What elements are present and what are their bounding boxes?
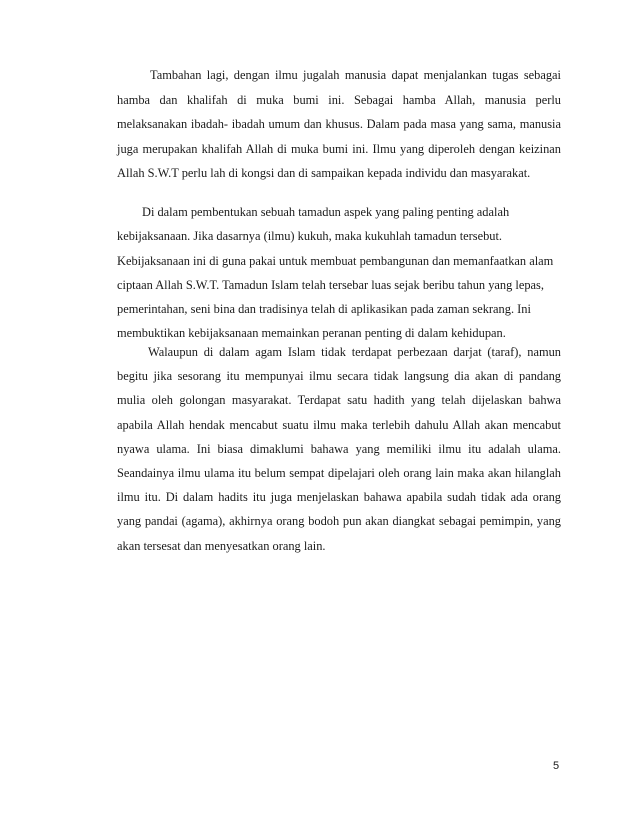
paragraph-ilmu-ulama: Walaupun di dalam agam Islam tidak terdapat perbezaan darjat (taraf), namun begitu jika sesorang itu mempunyai ilmu secara tidak langsung dia akan di pandang mulia oleh golongan masyarakat. Terdapat satu hadith yang telah dijelaskan bahwa apabila Allah hendak mencabut suatu ilmu maka terlebih dahulu Allah akan mencabut nyawa ulama. Ini biasa dimaklumi bahawa yang memiliki ilmu itu adalah ulama. Seandainya ilmu ulama itu belum sempat dipelajari oleh orang lain maka akan hilanglah ilmu itu. Di dalam hadits itu juga menjelaskan bahawa apabila sudah tidak ada orang yang pandai (agama), akhirnya orang bodoh pun akan diangkat sebagai pemimpin, yang akan tersesat dan menyesatkan orang lain. bbox=[117, 345, 561, 553]
page-number: 5 bbox=[553, 760, 560, 772]
paragraph-kebijaksanaan-tamadun: Di dalam pembentukan sebuah tamadun aspek yang paling penting adalah kebijaksanaan. Jika dasarnya (ilmu) kukuh, maka kukuhlah tamadun tersebut. Kebijaksanaan ini di guna pakai untuk membuat pembangunan dan memanfaatkan alam ciptaan Allah S.W.T. Tamadun Islam telah tersebar luas sejak beribu tahun yang lepas, pemerintahan, seni bina dan tradisinya telah di aplikasikan pada zaman sekrang. Ini membuktikan kebijaksanaan memainkan peranan penting di dalam kehidupan. bbox=[117, 205, 554, 341]
paragraph-ilmu-khalifah: Tambahan lagi, dengan ilmu jugalah manusia dapat menjalankan tugas sebagai hamba dan khalifah di muka bumi ini. Sebagai hamba Allah, manusia perlu melaksanakan ibadah- ibadah umum dan khusus. Dalam pada masa yang sama, manusia juga merupakan khalifah Allah di muka bumi ini. Ilmu yang diperoleh dengan keizinan Allah S.W.T perlu lah di kongsi dan di sampaikan kepada individu dan masyarakat. bbox=[117, 68, 561, 180]
